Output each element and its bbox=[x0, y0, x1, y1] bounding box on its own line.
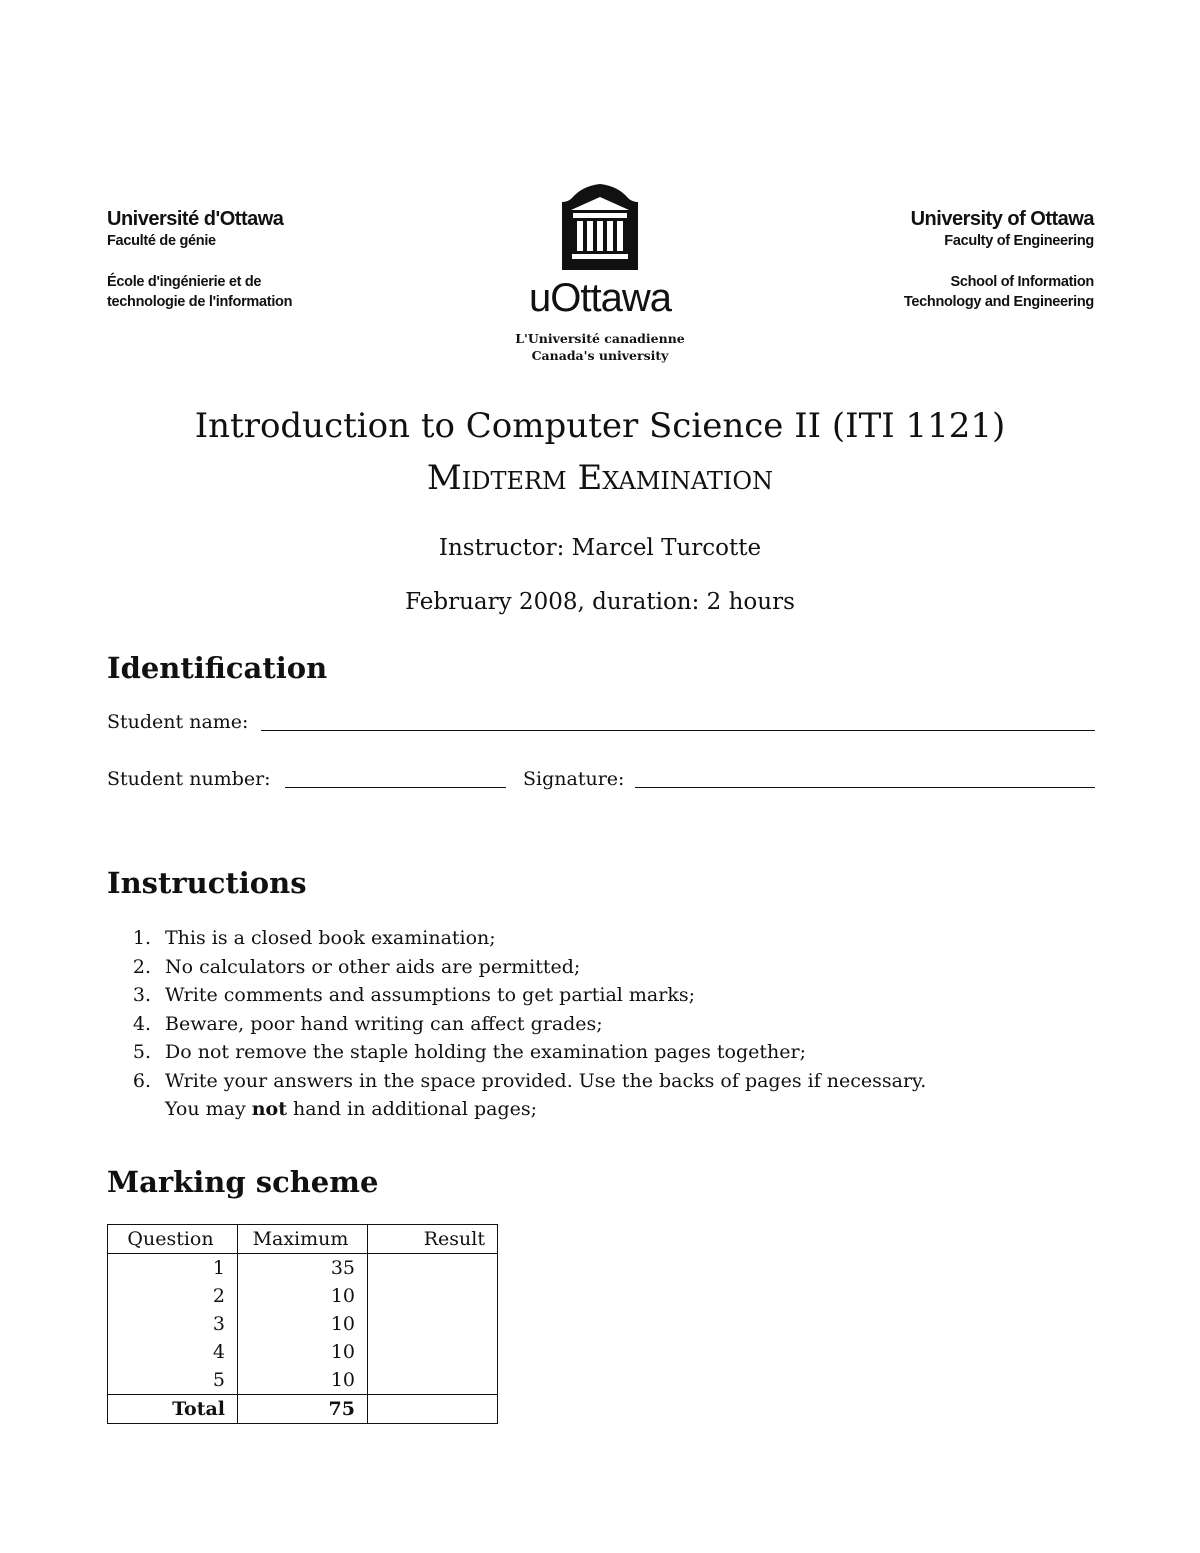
instructions-heading: Instructions bbox=[107, 866, 307, 900]
table-total-row bbox=[108, 1395, 498, 1424]
logo-tagline-en: Canada's university bbox=[531, 348, 669, 363]
marking-scheme-heading: Marking scheme bbox=[107, 1165, 379, 1199]
header-right-block bbox=[904, 207, 1094, 312]
total-maximum-cell: 75 bbox=[238, 1395, 368, 1424]
student-number-field[interactable] bbox=[285, 787, 506, 788]
column-header-result: Result bbox=[368, 1225, 498, 1254]
question-cell: 1 bbox=[108, 1254, 238, 1283]
result-cell[interactable] bbox=[368, 1310, 498, 1338]
total-label-cell: Total bbox=[108, 1395, 238, 1424]
list-item: 3. Write comments and assumptions to get partial marks; bbox=[132, 984, 695, 1006]
question-cell: 2 bbox=[108, 1282, 238, 1310]
school-name-fr-line2: technologie de l'information bbox=[107, 294, 293, 310]
result-cell[interactable] bbox=[368, 1254, 498, 1283]
header-left-block bbox=[107, 207, 292, 312]
list-item: 4. Beware, poor hand writing can affect grades; bbox=[132, 1012, 603, 1035]
question-cell: 3 bbox=[108, 1310, 238, 1338]
student-name-label: Student name: bbox=[107, 711, 249, 733]
faculty-name-fr: Faculté de génie bbox=[107, 233, 216, 249]
maximum-cell: 10 bbox=[238, 1282, 368, 1310]
list-item: 1. This is a closed book examination; bbox=[132, 927, 496, 949]
exam-type-title: Midterm Examination bbox=[426, 458, 774, 498]
student-number-label: Student number: bbox=[107, 768, 271, 790]
table-row bbox=[108, 1338, 498, 1366]
table-row bbox=[108, 1366, 498, 1395]
course-title: Introduction to Computer Science II (ITI 1121) bbox=[194, 406, 1006, 446]
result-cell[interactable] bbox=[368, 1366, 498, 1395]
question-cell: 5 bbox=[108, 1366, 238, 1395]
table-header-row bbox=[108, 1225, 498, 1254]
student-name-field[interactable] bbox=[261, 730, 1095, 731]
list-item: 6. Write your answers in the space provided. Use the backs of pages if necessary. You may not hand in additional pages; bbox=[132, 1069, 927, 1120]
column-header-maximum: Maximum bbox=[238, 1225, 368, 1254]
uottawa-logo bbox=[500, 180, 700, 364]
faculty-name-en: Faculty of Engineering bbox=[944, 233, 1094, 249]
university-building-icon bbox=[558, 180, 642, 272]
school-name-en-line1: School of Information bbox=[950, 274, 1094, 290]
logo-wordmark: uOttawa bbox=[529, 276, 671, 320]
result-cell[interactable] bbox=[368, 1338, 498, 1366]
list-item: 2. No calculators or other aids are permitted; bbox=[132, 955, 581, 978]
instructor-line: Instructor: Marcel Turcotte bbox=[438, 535, 762, 561]
table-row bbox=[108, 1254, 498, 1283]
signature-field[interactable] bbox=[635, 787, 1095, 788]
school-name-fr-line1: École d'ingénierie et de bbox=[107, 274, 262, 290]
signature-label: Signature: bbox=[523, 768, 625, 790]
list-item: 5. Do not remove the staple holding the examination pages together; bbox=[132, 1041, 806, 1063]
school-name-en-line2: Technology and Engineering bbox=[903, 294, 1094, 310]
logo-tagline-fr: L'Université canadienne bbox=[515, 331, 685, 346]
institution-name-en: University of Ottawa bbox=[910, 208, 1094, 230]
total-result-cell[interactable] bbox=[368, 1395, 498, 1424]
instructions-list bbox=[107, 924, 926, 1124]
maximum-cell: 10 bbox=[238, 1366, 368, 1395]
table-row bbox=[108, 1310, 498, 1338]
maximum-cell: 10 bbox=[238, 1310, 368, 1338]
date-duration-line: February 2008, duration: 2 hours bbox=[405, 589, 795, 615]
column-header-question: Question bbox=[108, 1225, 238, 1254]
maximum-cell: 10 bbox=[238, 1338, 368, 1366]
question-cell: 4 bbox=[108, 1338, 238, 1366]
marking-scheme-table bbox=[107, 1224, 498, 1424]
result-cell[interactable] bbox=[368, 1282, 498, 1310]
institution-name-fr: Université d'Ottawa bbox=[107, 208, 284, 230]
maximum-cell: 35 bbox=[238, 1254, 368, 1283]
table-row bbox=[108, 1282, 498, 1310]
identification-heading: Identification bbox=[107, 651, 328, 685]
